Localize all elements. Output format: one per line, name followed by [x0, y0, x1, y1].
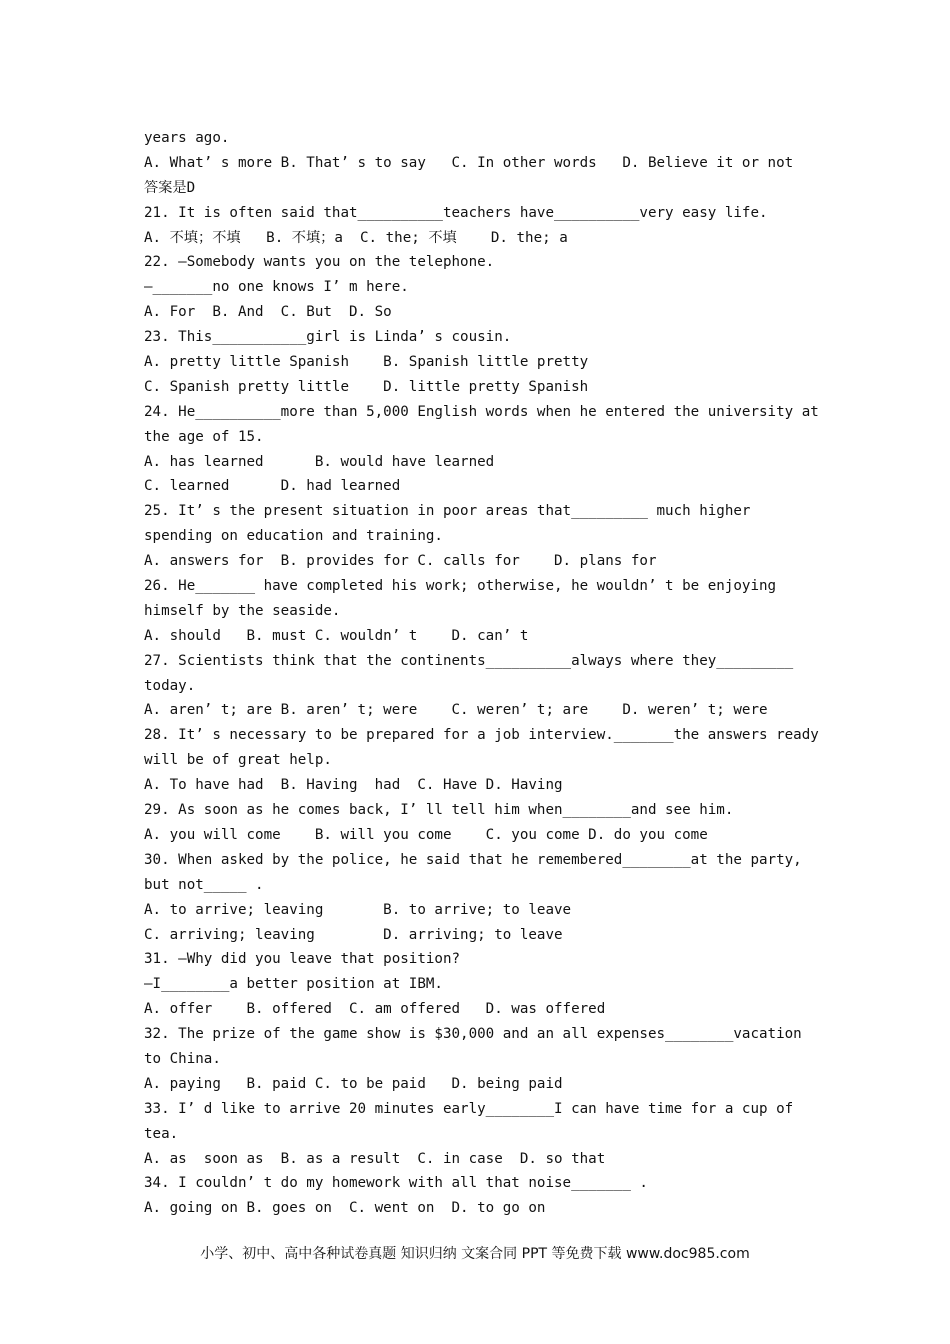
- text-line: C. Spanish pretty little D. little pretty Spanish: [144, 378, 589, 395]
- text-line: years ago.: [144, 130, 230, 146]
- text-line: today.: [144, 677, 196, 694]
- text-line: but not_____ .: [144, 876, 264, 893]
- text-line: A. as soon as B. as a result C. in case D. so that: [144, 1150, 606, 1167]
- text-line: 30. When asked by the police, he said that he remembered________at the party,: [144, 851, 802, 868]
- text-line: —I________a better position at IBM.: [144, 976, 443, 993]
- text-line: 32. The prize of the game show is $30,000 and an all expenses________vacation: [144, 1026, 802, 1043]
- text-line: the age of 15.: [144, 428, 264, 445]
- text-line: A. paying B. paid C. to be paid D. being paid: [144, 1075, 563, 1092]
- text-line: 答案是D: [144, 179, 196, 196]
- text-line: A. aren’ t; are B. aren’ t; were C. weren’ t; are D. weren’ t; were: [144, 702, 768, 719]
- text-line: A. should B. must C. wouldn’ t D. can’ t: [144, 627, 529, 644]
- text-line: 33. I’ d like to arrive 20 minutes early________I can have time for a cup of: [144, 1100, 794, 1117]
- text-line: A. To have had B. Having had C. Have D. Having: [144, 777, 563, 794]
- text-line: A. has learned B. would have learned: [144, 453, 495, 470]
- text-line: 27. Scientists think that the continents__________always where they_________: [144, 652, 794, 669]
- text-line: to China.: [144, 1050, 221, 1067]
- text-line: 26. He_______ have completed his work; otherwise, he wouldn’ t be enjoying: [144, 578, 777, 595]
- text-line: 29. As soon as he comes back, I’ ll tell him when________and see him.: [144, 802, 734, 819]
- text-line: spending on education and training.: [144, 528, 443, 545]
- text-line: 24. He__________more than 5,000 English words when he entered the university at: [144, 403, 819, 420]
- text-line: will be of great help.: [144, 752, 332, 769]
- page-footer: 小学、初中、高中各种试卷真题 知识归纳 文案合同 PPT 等免费下载 www.doc985.com: [200, 1246, 750, 1262]
- text-line: 31. —Why did you leave that position?: [144, 951, 461, 968]
- text-line: 22. —Somebody wants you on the telephone.: [144, 254, 495, 271]
- text-line: 23. This___________girl is Linda’ s cousin.: [144, 329, 512, 346]
- text-line: 34. I couldn’ t do my homework with all that noise_______ .: [144, 1175, 648, 1192]
- text-line: A. 不填；不填 B. 不填；a C. the; 不填 D. the; a: [144, 229, 568, 246]
- text-line: himself by the seaside.: [144, 602, 341, 619]
- text-line: 25. It’ s the present situation in poor areas that_________ much higher: [144, 503, 751, 520]
- text-line: A. pretty little Spanish B. Spanish little pretty: [144, 354, 589, 371]
- text-line: 28. It’ s necessary to be prepared for a job interview._______the answers ready: [144, 727, 819, 744]
- text-line: C. learned D. had learned: [144, 478, 401, 495]
- text-line: A. For B. And C. But D. So: [144, 304, 392, 321]
- text-line: A. What’ s more B. That’ s to say C. In other words D. Believe it or not: [144, 154, 794, 171]
- text-line: 21. It is often said that__________teachers have__________very easy life.: [144, 204, 768, 221]
- text-line: C. arriving; leaving D. arriving; to leave: [144, 926, 563, 943]
- text-line: A. you will come B. will you come C. you come D. do you come: [144, 826, 708, 843]
- text-line: A. going on B. goes on C. went on D. to go on: [144, 1200, 546, 1217]
- text-line: tea.: [144, 1125, 179, 1142]
- text-line: A. answers for B. provides for C. calls for D. plans for: [144, 553, 657, 570]
- text-line: A. to arrive; leaving B. to arrive; to leave: [144, 901, 572, 918]
- document-body: [144, 126, 824, 1221]
- text-line: A. offer B. offered C. am offered D. was offered: [144, 1001, 606, 1018]
- text-line: —_______no one knows I’ m here.: [144, 279, 409, 296]
